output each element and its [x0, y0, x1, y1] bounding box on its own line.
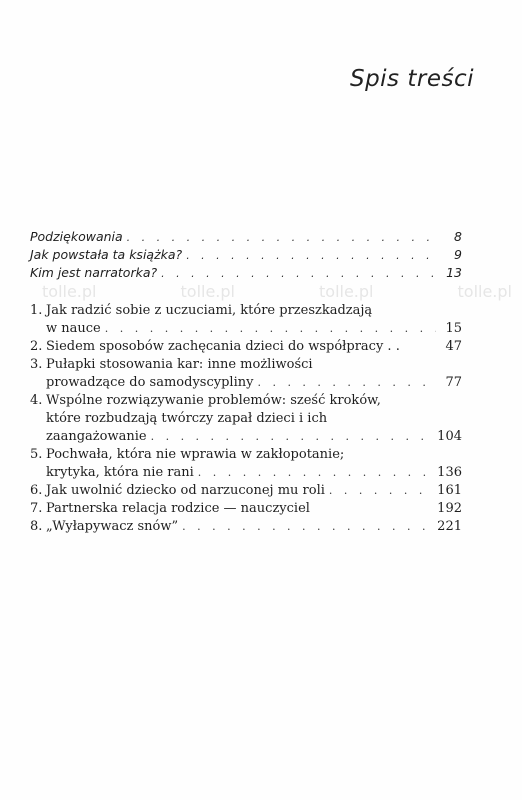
chapter-number: 5.: [30, 447, 43, 462]
toc-entry-acknowledgements[interactable]: [30, 228, 462, 246]
chapter-title-line: zaangażowanie: [46, 429, 147, 444]
toc-entry-how-book-was-made[interactable]: [30, 246, 462, 264]
dot-leader: [186, 247, 436, 265]
chapter-title-line: krytyka, która nie rani: [46, 465, 194, 480]
watermark-text: tolle.pl: [319, 282, 374, 301]
toc-chapter-3[interactable]: [30, 356, 462, 392]
watermark-text: tolle.pl: [180, 282, 235, 301]
toc-chapter-8[interactable]: [30, 518, 462, 536]
toc-entry-label: Podziękowania: [30, 229, 123, 244]
page-number: 8: [454, 229, 462, 244]
dot-leader: [127, 229, 436, 247]
page-number: 47: [445, 339, 462, 354]
chapter-number: 6.: [30, 483, 43, 498]
dot-leader: [151, 428, 434, 446]
page-number: 161: [437, 483, 462, 498]
page-number: 221: [437, 519, 462, 534]
chapter-title-line: Jak radzić sobie z uczuciami, które przeszkadzają: [46, 303, 373, 318]
chapter-title-line: Siedem sposobów zachęcania dzieci do współpracy . .: [46, 339, 400, 354]
dot-leader: [329, 482, 433, 500]
toc-chapter-1[interactable]: [30, 302, 462, 338]
chapter-title-line: Jak uwolnić dziecko od narzuconej mu roli: [46, 483, 325, 498]
page-number: 136: [437, 465, 462, 480]
toc-chapter-5[interactable]: [30, 446, 462, 482]
toc-entry-label: Kim jest narratorka?: [30, 265, 158, 280]
dot-leader: [198, 464, 433, 482]
toc-chapter-4[interactable]: [30, 392, 462, 446]
toc-chapter-6[interactable]: [30, 482, 462, 500]
watermark-text: tolle.pl: [457, 282, 512, 301]
page-number: 15: [445, 321, 462, 336]
dot-leader: [182, 518, 433, 536]
page-number: 77: [445, 375, 462, 390]
page-number: 13: [446, 265, 462, 280]
page-title: Spis treści: [349, 66, 474, 92]
chapter-title-line: w nauce: [46, 321, 101, 336]
chapter-title-line: Wspólne rozwiązywanie problemów: sześć kroków,: [46, 393, 381, 408]
chapter-number: 3.: [30, 357, 43, 372]
dot-leader: [161, 265, 436, 283]
toc-entry-narrator[interactable]: [30, 264, 462, 282]
watermark-text: tolle.pl: [42, 282, 97, 301]
chapter-title-line: Partnerska relacja rodzice — nauczyciel: [46, 501, 310, 516]
chapter-title-line: „Wyłapywacz snów”: [46, 519, 179, 534]
dot-leader: [257, 374, 436, 392]
chapter-number: 1.: [30, 303, 43, 318]
chapter-number: 8.: [30, 519, 43, 534]
chapter-title-line: prowadzące do samodyscypliny: [46, 375, 254, 390]
chapter-number: 4.: [30, 393, 43, 408]
watermark: [42, 282, 512, 301]
toc-chapter-7[interactable]: [30, 500, 462, 518]
chapter-number: 2.: [30, 339, 43, 354]
dot-leader: [105, 320, 436, 338]
chapter-title-line: Pochwała, która nie wprawia w zakłopotanie;: [46, 447, 345, 462]
chapter-number: 7.: [30, 501, 43, 516]
chapter-title-line: Pułapki stosowania kar: inne możliwości: [46, 357, 313, 372]
page-number: 104: [437, 429, 462, 444]
toc-entry-label: Jak powstała ta książka?: [30, 247, 183, 262]
page-number: 9: [454, 247, 462, 262]
chapter-title-line: które rozbudzają twórczy zapał dzieci i ich: [46, 411, 328, 426]
page-number: 192: [437, 501, 462, 516]
toc-chapter-2[interactable]: [30, 338, 462, 356]
